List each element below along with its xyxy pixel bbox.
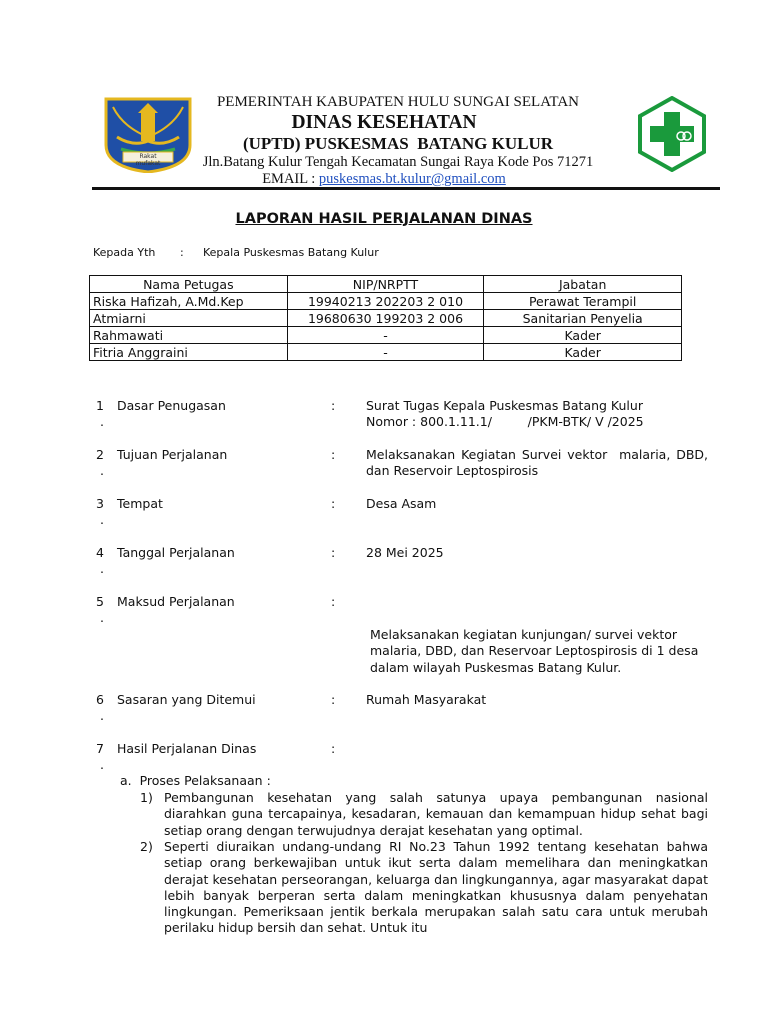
item-colon: : (331, 692, 336, 707)
item-colon: : (331, 594, 336, 609)
item-label: Dasar Penugasan (117, 398, 226, 413)
item-dot: . (100, 561, 104, 576)
process-point: Pembangunan kesehatan yang salah satunya upaya pembangunan nasional diarahkan guna tercapainya, kesadaran, kemauan dan kemampuan hidup sehat bagi setiap orang dengan terwujudnya derajat kesehatan yang optimal. (164, 790, 708, 838)
recipient-value: Kepala Puskesmas Batang Kulur (203, 246, 379, 259)
cell-name: Rahmawati (90, 327, 288, 344)
header-unit: (UPTD) PUSKESMAS BATANG KULUR (242, 134, 554, 153)
emblem-motto: Rakat mufakat (135, 153, 161, 167)
header-nip: NIP/NRPTT (287, 276, 484, 293)
header-agency: DINAS KESEHATAN (291, 112, 477, 133)
cell-nip: 19680630 199203 2 006 (287, 310, 484, 327)
table-row (90, 293, 682, 310)
point-number: 2) (140, 839, 153, 854)
cell-nip: - (287, 344, 484, 361)
cell-name: Riska Hafizah, A.Md.Kep (90, 293, 288, 310)
item-label: Tempat (117, 496, 163, 511)
item-number: 6 (96, 692, 104, 707)
item-label: Sasaran yang Ditemui (117, 692, 256, 707)
item-number: 5 (96, 594, 104, 609)
point-number: 1) (140, 790, 153, 805)
item-value: Melaksanakan kegiatan kunjungan/ survei vektor malaria, DBD, dan Reservoar Leptospirosis di 1 desa dalam wilayah Puskesmas Batang Kulur. (370, 627, 703, 675)
item-value: Desa Asam (366, 496, 437, 511)
header-email-line (190, 171, 578, 188)
item-label: Hasil Perjalanan Dinas (117, 741, 257, 756)
item-number: 7 (96, 741, 104, 756)
cell-position: Kader (484, 344, 682, 361)
item-label: Tanggal Perjalanan (117, 545, 235, 560)
item-value: 28 Mei 2025 (366, 545, 444, 560)
process-heading: a. Proses Pelaksanaan : (120, 773, 271, 788)
recipient-colon: : (180, 246, 184, 259)
item-value: Rumah Masyarakat (366, 692, 487, 707)
header-name: Nama Petugas (90, 276, 288, 293)
header-address: Jln.Batang Kulur Tengah Kecamatan Sungai Raya Kode Pos 71271 (202, 154, 594, 170)
item-value-number: Nomor : 800.1.11.1/ /PKM-BTK/ V /2025 (366, 414, 644, 429)
cell-nip: - (287, 327, 484, 344)
puskesmas-logo (637, 96, 707, 172)
email-label: EMAIL : (262, 171, 319, 187)
table-header-row (90, 276, 682, 293)
item-label: Maksud Perjalanan (117, 594, 235, 609)
table-row (90, 344, 682, 361)
table-row (90, 310, 682, 327)
item-colon: : (331, 398, 336, 413)
recipient-label: Kepada Yth (93, 246, 156, 259)
cell-name: Fitria Anggraini (90, 344, 288, 361)
item-colon: : (331, 545, 336, 560)
item-dot: . (100, 610, 104, 625)
item-dot: . (100, 463, 104, 478)
item-number: 3 (96, 496, 104, 511)
header-rule (92, 187, 720, 190)
item-colon: : (331, 496, 336, 511)
cell-position: Sanitarian Penyelia (484, 310, 682, 327)
item-value: Surat Tugas Kepala Puskesmas Batang Kulur (366, 398, 643, 413)
document-title: LAPORAN HASIL PERJALANAN DINAS (235, 211, 533, 227)
item-colon: : (331, 741, 336, 756)
staff-table (89, 275, 682, 361)
table-row (90, 327, 682, 344)
item-colon: : (331, 447, 336, 462)
item-dot: . (100, 708, 104, 723)
cell-name: Atmiarni (90, 310, 288, 327)
header-position: Jabatan (484, 276, 682, 293)
process-point: Seperti diuraikan undang-undang RI No.23 Tahun 1992 tentang kesehatan bahwa setiap orang berkewajiban untuk ikut serta dalam memelihara dan meningkatkan derajat kesehatan perseorangan, keluarga dan lingkungannya, agar masyarakat dapat lebih banyak berperan serta dalam meningkatkan khususnya dalam penyehatan lingkungan. Pemeriksaan jentik berkala merupakan salah satu cara untuk merubah perilaku hidup bersih dan sehat. Untuk itu (164, 839, 708, 936)
item-number: 1 (96, 398, 104, 413)
item-number: 2 (96, 447, 104, 462)
item-label: Tujuan Perjalanan (117, 447, 228, 462)
header-government: PEMERINTAH KABUPATEN HULU SUNGAI SELATAN (216, 94, 580, 110)
cell-nip: 19940213 202203 2 010 (287, 293, 484, 310)
item-value: Melaksanakan Kegiatan Survei vektor malaria, DBD, dan Reservoir Leptospirosis (366, 447, 712, 478)
regency-emblem (103, 97, 193, 173)
cell-position: Perawat Terampil (484, 293, 682, 310)
item-dot: . (100, 414, 104, 429)
email-link[interactable]: puskesmas.bt.kulur@gmail.com (318, 171, 506, 187)
item-dot: . (100, 512, 104, 527)
item-dot: . (100, 757, 104, 772)
item-number: 4 (96, 545, 104, 560)
cell-position: Kader (484, 327, 682, 344)
